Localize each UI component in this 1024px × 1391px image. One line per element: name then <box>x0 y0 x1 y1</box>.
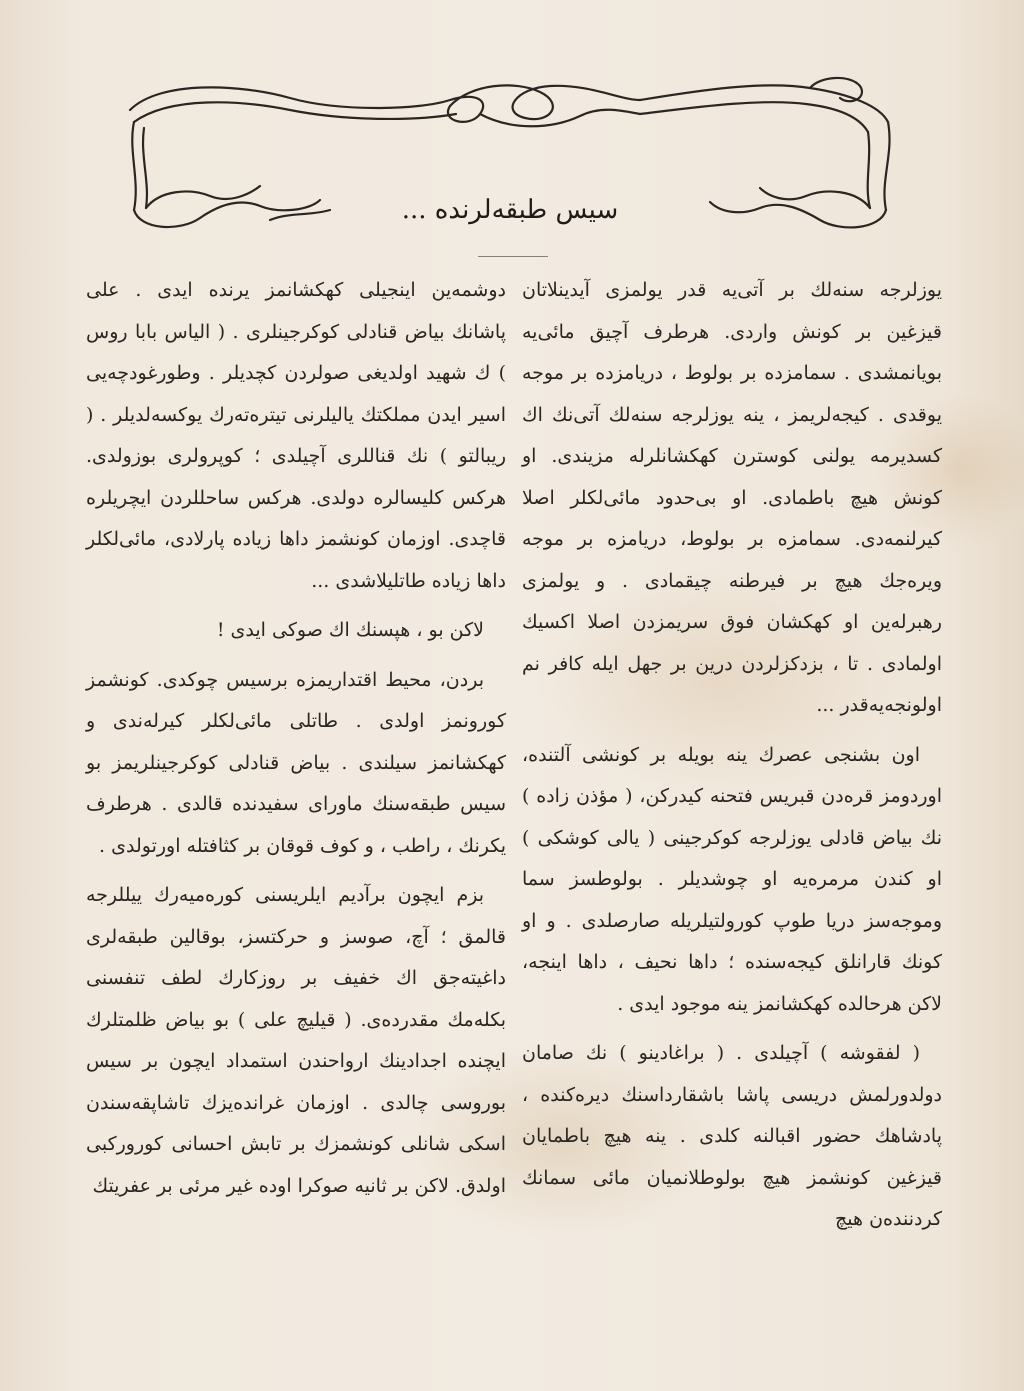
paragraph: دوشمه‌ین اینجیلی کهکشانمز یرنده ایدی . علی پاشانك بیاض قنادلی کوکرجینلری . ( الیاس بابا روس ) ك شهید اولدیغی صولردن کچدیلر . وطورغودچه‌یی اسیر ایدن مملکتك یالیلرنی تیتره‌ته‌رك یوکسه‌لدیلر . ( ریبالتو ) نك قناللری آچیلدی ؛ کوپرولری بوزولدی. هرکس کلیسالره دولدی. هرکس ساحللردن ایچریلره قاچدی. اوزمان کونشمز داها زیاده پارلادی، مائی‌لکلر داها زیاده طاتلیلاشدی ... <box>86 279 506 592</box>
paragraph: اون بشنجی عصرك ینه بویله بر کونشی آلتنده، اوردومز قره‌دن قبریس فتحنه کیدرکن، ( مؤذن زاده ) نك بیاض قادلی یوزلرجه کوکرجینی ( یالی کوشکی ) او کندن مرمره‌یه او چوشدیلر . بولوطسز سما وموجه‌سز دریا طوپ کورولتیلریله صارصلدی . و او کونك قارانلق کیجه‌سنده ؛ داها نحیف ، داها اینجه، لاکن هرحالده کهکشانمز ینه موجود ایدی . <box>522 743 942 1015</box>
paragraph: بردن، محیط اقتداریمزه برسیس چوکدی. کونشمز کورونمز اولدی . طاتلی مائی‌لکلر کیرله‌ندی و کهکشانمز سیلندی . بیاض قنادلی کوکرجینلریمز بو سیس طبقه‌سنك ماورای سفیدنده قالدی . هرطرف یکرنك ، راطب ، و کوف قوقان بر کثافتله اورتولدی . <box>86 668 506 857</box>
text-column-left <box>86 270 506 1207</box>
page-title: سیس طبقه‌لرنده ... <box>401 195 619 225</box>
text-column-right <box>522 270 942 1241</box>
paragraph: یوزلرجه سنه‌لك بر آتی‌یه قدر یولمزی آیدینلاتان قیزغین بر کونش واردی. هرطرف آچیق مائی‌یه بویانمشدی . سمامزده بر بولوط ، دریامزده بر موجه یوقدی . کیجه‌لریمز ، ینه یوزلرجه سنه‌لك آتی‌نك اك کسدیرمه یولنی کوسترن کهکشانلرله مزیندی. او کونش هیچ باطمادی. او بی‌حدود مائی‌لكلر اصلا کیرلنمه‌دی. سمامزه بر بولوط، دریامزه بر موجه ویره‌جك هیچ بر فیرطنه چیقمادی . و یولمزی رهبرله‌ین او کهکشان فوق سریمزدن اصلا اکسیك اولمادی . تا ، بزدکزلردن درین بر جهل ایله کافر نم اولونجه‌یه‌قدر ... <box>522 279 942 716</box>
paragraph: ( لفقوشه ) آچیلدی . ( براغادینو ) نك صامان دولدورلمش دریسی پاشا باشقارداسنك دیره‌کنده ، پادشاهك حضور اقبالنه کلدی . ینه هیچ باطمایان قیزغین کونشمز هیچ بولوطلانمیان مائی سمانك کردننده‌ن هیچ <box>522 1042 942 1230</box>
title-divider <box>478 256 548 257</box>
paragraph: لاکن بو ، هپسنك اك صوکی ایدی ! <box>216 619 484 641</box>
paragraph: بزم ایچون برآدیم ایلریسنی کوره‌میه‌رك ییللرجه قالمق ؛ آچ، صوسز و حرکتسز، بوقالین طبقه‌لری داغیته‌جق اك خفیف بر روزکارك لطف تنفسنی بکله‌مك مقدرده‌ی. ( قیلیچ علی ) بو بیاض ظلمتلرك ایچنده اجدادینك ارواحندن استمداد ایچون بر سیس بوروسی چالدی . اوزمان غرانده‌یزك تاشاپقه‌سندن اسکی شانلی کونشمزك بر تابش احسانی کورورکبی اولدق. لاکن بر ثانیه صوکرا اوده غیر مرئی بر عفریتك <box>86 884 506 1197</box>
